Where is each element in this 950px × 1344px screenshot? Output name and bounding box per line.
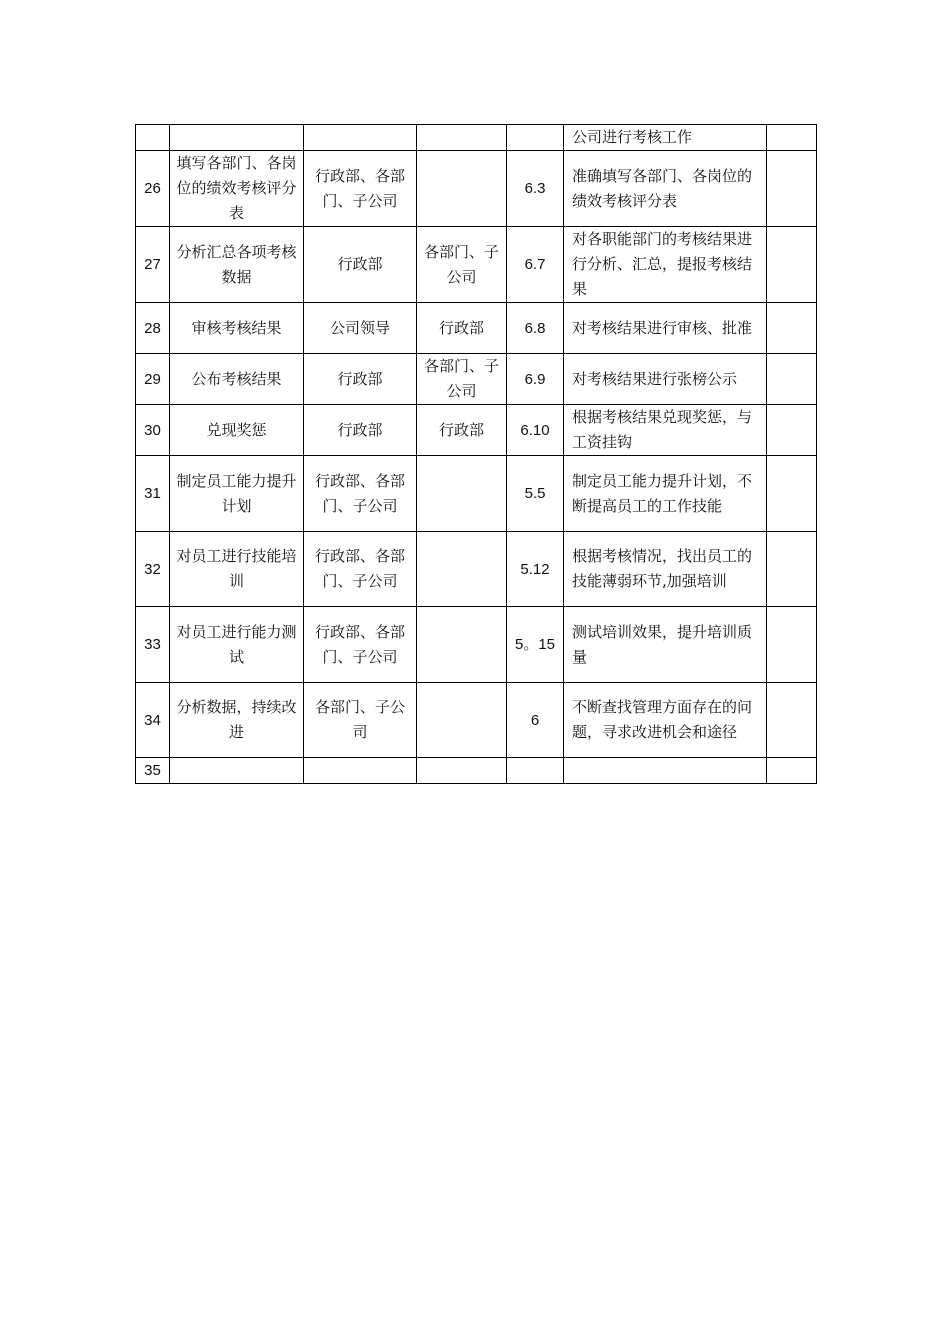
responsible-dept-cell (304, 758, 417, 784)
description-cell: 根据考核情况，找出员工的技能薄弱环节,加强培训 (564, 532, 767, 607)
responsible-dept-cell: 行政部 (304, 405, 417, 456)
row-number: 27 (136, 227, 170, 303)
table-row (136, 405, 817, 456)
work-plan-table (135, 124, 817, 784)
task-cell: 分析数据，持续改进 (170, 683, 304, 758)
task-cell: 对员工进行能力测试 (170, 607, 304, 683)
cooperating-dept-cell: 行政部 (417, 303, 507, 354)
table-row (136, 303, 817, 354)
responsible-dept-cell (304, 125, 417, 151)
table-row (136, 683, 817, 758)
cooperating-dept-cell: 行政部 (417, 405, 507, 456)
task-cell: 兑现奖惩 (170, 405, 304, 456)
cooperating-dept-cell: 各部门、子公司 (417, 354, 507, 405)
responsible-dept-cell: 行政部、各部门、子公司 (304, 607, 417, 683)
responsible-dept-cell: 行政部 (304, 227, 417, 303)
row-number: 31 (136, 456, 170, 532)
row-number: 33 (136, 607, 170, 683)
remarks-cell (767, 227, 817, 303)
date-cell: 5。15 (507, 607, 564, 683)
row-number: 26 (136, 151, 170, 227)
date-cell: 6.10 (507, 405, 564, 456)
description-cell (564, 758, 767, 784)
remarks-cell (767, 303, 817, 354)
date-cell: 6.8 (507, 303, 564, 354)
task-cell: 分析汇总各项考核数据 (170, 227, 304, 303)
responsible-dept-cell: 行政部、各部门、子公司 (304, 456, 417, 532)
description-cell: 准确填写各部门、各岗位的绩效考核评分表 (564, 151, 767, 227)
description-cell: 不断查找管理方面存在的问题，寻求改进机会和途径 (564, 683, 767, 758)
remarks-cell (767, 758, 817, 784)
row-number (136, 125, 170, 151)
row-number: 30 (136, 405, 170, 456)
remarks-cell (767, 532, 817, 607)
row-number: 32 (136, 532, 170, 607)
task-cell: 对员工进行技能培训 (170, 532, 304, 607)
row-number: 28 (136, 303, 170, 354)
table-row (136, 456, 817, 532)
task-cell: 制定员工能力提升计划 (170, 456, 304, 532)
responsible-dept-cell: 行政部、各部门、子公司 (304, 151, 417, 227)
remarks-cell (767, 125, 817, 151)
description-cell: 对考核结果进行张榜公示 (564, 354, 767, 405)
date-cell: 6.9 (507, 354, 564, 405)
row-number: 35 (136, 758, 170, 784)
remarks-cell (767, 456, 817, 532)
remarks-cell (767, 607, 817, 683)
description-cell: 根据考核结果兑现奖惩，与工资挂钩 (564, 405, 767, 456)
table-row (136, 125, 817, 151)
remarks-cell (767, 683, 817, 758)
description-cell: 测试培训效果，提升培训质量 (564, 607, 767, 683)
table-row (136, 227, 817, 303)
description-cell: 制定员工能力提升计划，不断提高员工的工作技能 (564, 456, 767, 532)
table-row (136, 354, 817, 405)
responsible-dept-cell: 行政部 (304, 354, 417, 405)
date-cell: 5.12 (507, 532, 564, 607)
description-cell: 对考核结果进行审核、批准 (564, 303, 767, 354)
responsible-dept-cell: 行政部、各部门、子公司 (304, 532, 417, 607)
task-cell: 填写各部门、各岗位的绩效考核评分表 (170, 151, 304, 227)
table-row (136, 151, 817, 227)
responsible-dept-cell: 公司领导 (304, 303, 417, 354)
cooperating-dept-cell (417, 125, 507, 151)
row-number: 34 (136, 683, 170, 758)
cooperating-dept-cell (417, 151, 507, 227)
date-cell: 5.5 (507, 456, 564, 532)
remarks-cell (767, 151, 817, 227)
cooperating-dept-cell (417, 532, 507, 607)
cooperating-dept-cell: 各部门、子公司 (417, 227, 507, 303)
row-number: 29 (136, 354, 170, 405)
cooperating-dept-cell (417, 456, 507, 532)
description-cell: 对各职能部门的考核结果进行分析、汇总，提报考核结果 (564, 227, 767, 303)
remarks-cell (767, 354, 817, 405)
task-cell (170, 758, 304, 784)
responsible-dept-cell: 各部门、子公司 (304, 683, 417, 758)
table-row (136, 532, 817, 607)
task-cell: 公布考核结果 (170, 354, 304, 405)
remarks-cell (767, 405, 817, 456)
task-cell (170, 125, 304, 151)
description-cell: 公司进行考核工作 (564, 125, 767, 151)
date-cell: 6.7 (507, 227, 564, 303)
date-cell (507, 125, 564, 151)
table-row (136, 607, 817, 683)
date-cell: 6 (507, 683, 564, 758)
date-cell (507, 758, 564, 784)
cooperating-dept-cell (417, 607, 507, 683)
cooperating-dept-cell (417, 758, 507, 784)
cooperating-dept-cell (417, 683, 507, 758)
date-cell: 6.3 (507, 151, 564, 227)
task-cell: 审核考核结果 (170, 303, 304, 354)
table-row (136, 758, 817, 784)
